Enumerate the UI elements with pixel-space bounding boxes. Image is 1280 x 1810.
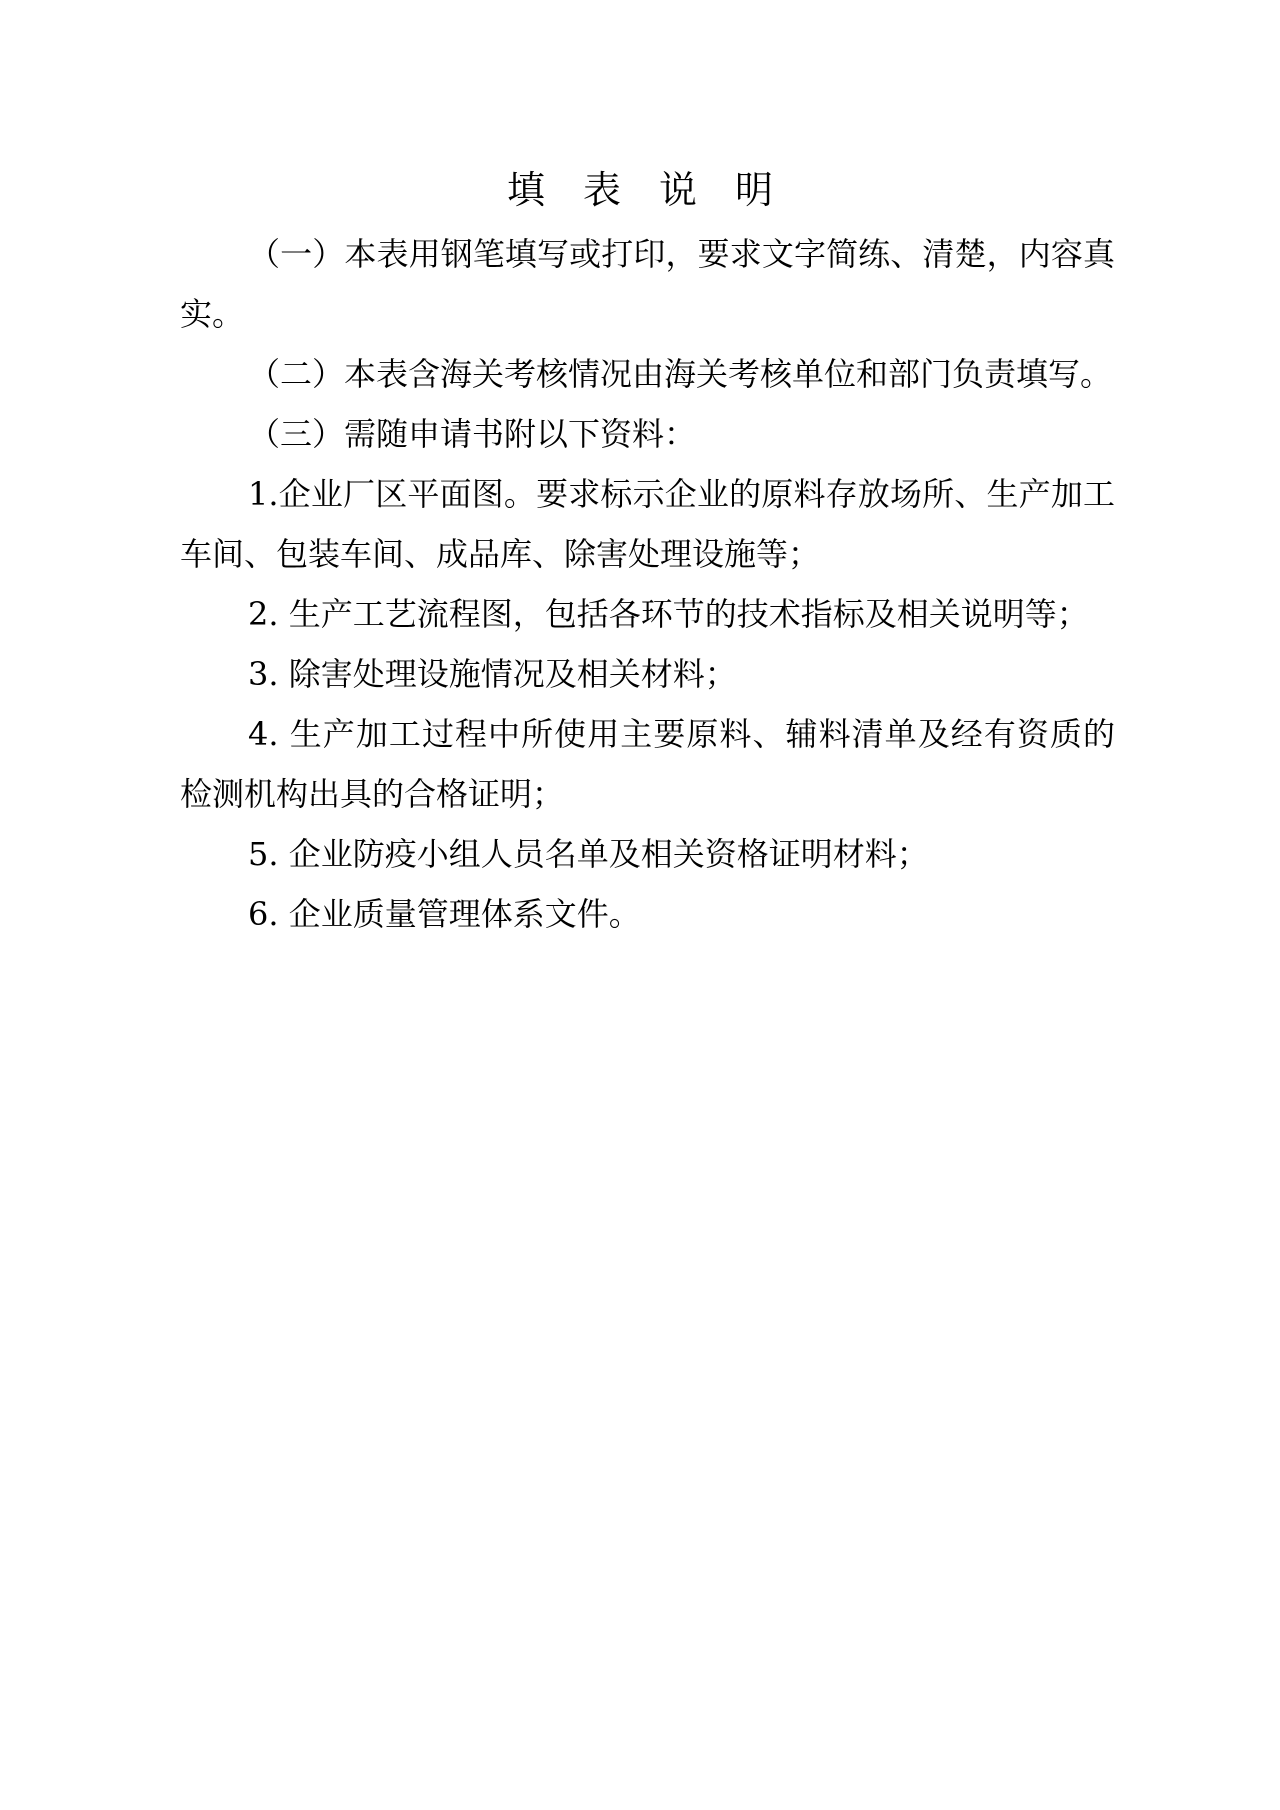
attachment-item-1: 1.企业厂区平面图。要求标示企业的原料存放场所、生产加工车间、包装车间、成品库、除害处理设施等； [180,475,1115,573]
page-title [0,165,1280,215]
instruction-paragraph-2: （二）本表含海关考核情况由海关考核单位和部门负责填写。 [248,355,1113,393]
title-char: 表 [582,168,621,212]
attachment-item-2: 2. 生产工艺流程图，包括各环节的技术指标及相关说明等； [248,595,1089,633]
attachment-item-6: 6. 企业质量管理体系文件。 [248,895,641,933]
title-char: 说 [659,168,698,212]
instruction-paragraph-3: （三）需随申请书附以下资料： [248,415,697,453]
instructions-body [180,224,1115,944]
attachment-item-3: 3. 除害处理设施情况及相关材料； [248,655,737,693]
attachment-item-5: 5. 企业防疫小组人员名单及相关资格证明材料； [248,835,929,873]
title-char: 明 [735,168,774,212]
attachment-item-4: 4. 生产加工过程中所使用主要原料、辅料清单及经有资质的检测机构出具的合格证明； [180,715,1115,813]
instruction-paragraph-1: （一）本表用钢笔填写或打印，要求文字简练、清楚，内容真实。 [180,235,1115,333]
title-char: 填 [506,168,545,212]
